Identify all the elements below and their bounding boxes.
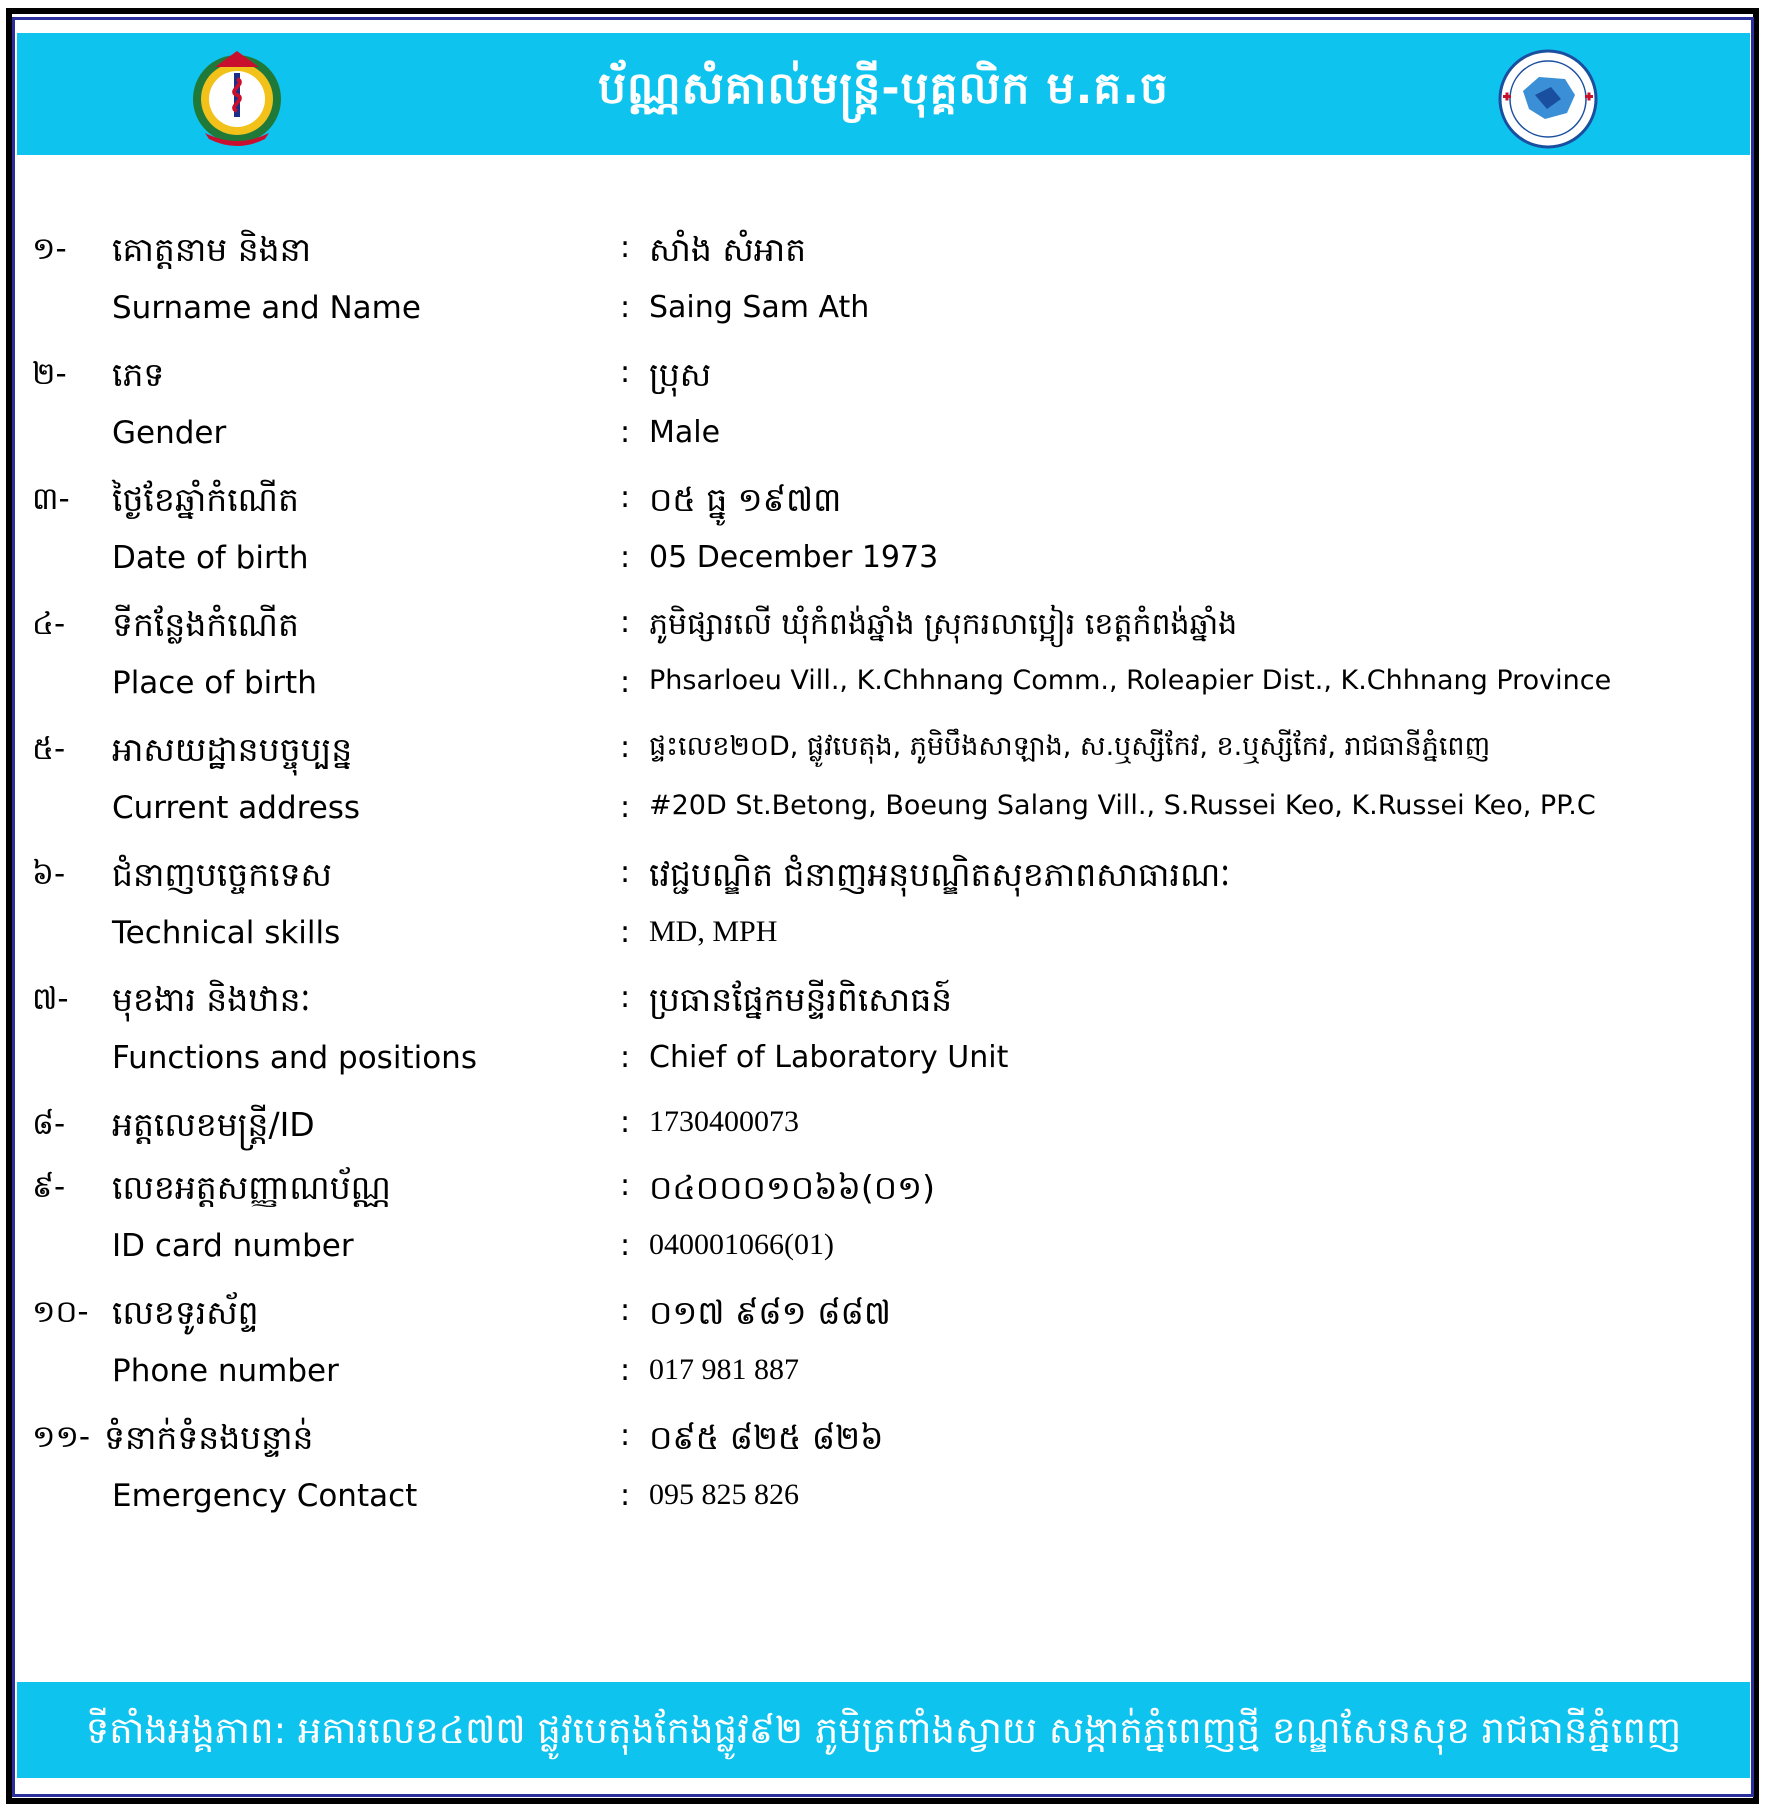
field-value: Chief of Laboratory Unit: [649, 1040, 1009, 1075]
footer-banner: [17, 1682, 1750, 1778]
field-colon: :: [620, 730, 631, 765]
field-position-km: [0, 980, 1771, 1040]
field-label: មុខងារ និងឋានៈ: [112, 980, 311, 1019]
header-banner: [17, 33, 1750, 155]
field-position-en: [0, 1040, 1771, 1100]
field-value: #20D St.Betong, Boeung Salang Vill., S.Russei Keo, K.Russei Keo, PP.C: [649, 790, 1596, 821]
field-colon: :: [620, 605, 631, 640]
field-skills-km: [0, 855, 1771, 915]
card-title: ប័ណ្ណសំគាល់មន្ត្រី-បុគ្គលិក ម.គ.ច: [598, 63, 1169, 114]
field-address-en: [0, 790, 1771, 850]
field-value: Phsarloeu Vill., K.Chhnang Comm., Roleapier Dist., K.Chhnang Province: [649, 665, 1612, 696]
field-colon: :: [620, 230, 631, 265]
field-number: ១០-: [32, 1294, 89, 1330]
field-value: 05 December 1973: [649, 540, 939, 575]
field-label: Phone number: [112, 1353, 339, 1389]
field-number: ៤-: [32, 606, 66, 642]
field-colon: :: [620, 540, 631, 575]
field-colon: :: [620, 355, 631, 390]
field-colon: :: [620, 855, 631, 890]
field-label: ភេទ: [112, 355, 165, 394]
field-value: ភូមិផ្សារលើ ឃុំកំពង់ឆ្នាំង ស្រុករលាប្អៀរ ខេត្តកំពង់ឆ្នាំង: [649, 607, 1238, 642]
field-colon: :: [620, 480, 631, 515]
field-colon: :: [620, 290, 631, 325]
field-value: ០៩៥ ៨២៥ ៨២៦: [649, 1418, 884, 1457]
field-idcard-km: [0, 1168, 1771, 1228]
field-value: MD, MPH: [649, 915, 778, 948]
field-colon: :: [620, 980, 631, 1015]
field-value: ០៥ ធ្នូ ១៩៧៣: [649, 480, 842, 519]
field-value: ប្រធានផ្នែកមន្ទីរពិសោធន៍: [649, 980, 953, 1019]
field-number: ៨-: [32, 1106, 66, 1142]
field-colon: :: [620, 1353, 631, 1388]
field-value: ផ្ទះលេខ២០D, ផ្លូវបេតុង, ភូមិបឹងសាឡាង, ស.ឬស្សីកែវ, ខ.ឬស្សីកែវ, រាជធានីភ្នំពេញ: [649, 731, 1491, 762]
field-value: 1730400073: [649, 1105, 799, 1138]
field-gender-en: [0, 415, 1771, 475]
field-value: Saing Sam Ath: [649, 290, 870, 325]
field-dob-km: [0, 480, 1771, 540]
field-colon: :: [620, 1418, 631, 1453]
field-label: អាសយដ្ឋានបច្ចុប្បន្ន: [112, 730, 353, 769]
field-phone-en: [0, 1353, 1771, 1413]
field-number: ៦-: [32, 856, 66, 892]
field-idcard-en: [0, 1228, 1771, 1288]
field-number: ៣-: [32, 481, 70, 517]
field-colon: :: [620, 415, 631, 450]
field-pob-en: [0, 665, 1771, 725]
field-officer-id: [0, 1105, 1771, 1165]
field-emergency-km: [0, 1418, 1771, 1478]
field-label: Surname and Name: [112, 290, 421, 326]
field-number: ១-: [32, 231, 67, 267]
field-label: គោត្តនាម និងនា: [112, 230, 312, 269]
field-surname-en: [0, 290, 1771, 350]
field-label: លេខទូរស័ព្ទ: [112, 1293, 259, 1332]
field-label: លេខអត្តសញ្ញាណប័ណ្ណ: [112, 1168, 391, 1207]
field-value: ប្រុស: [649, 355, 712, 394]
field-address-km: [0, 730, 1771, 790]
field-label: Gender: [112, 415, 227, 451]
field-value: ០៤០០០១០៦៦(០១): [649, 1168, 935, 1207]
field-label: Date of birth: [112, 540, 309, 576]
field-value: ០១៧ ៩៨១ ៨៨៧: [649, 1293, 891, 1332]
field-colon: :: [620, 665, 631, 700]
field-label: ថ្ងៃខែឆ្នាំកំណើត: [112, 480, 299, 519]
field-colon: :: [620, 1168, 631, 1203]
field-dob-en: [0, 540, 1771, 600]
field-value: 017 981 887: [649, 1353, 799, 1386]
field-number: ៩-: [32, 1169, 66, 1205]
cnm-center-logo-icon: [1495, 49, 1601, 149]
field-number: ២-: [32, 356, 67, 392]
field-number: ៥-: [32, 731, 66, 767]
field-label: ទំនាក់ទំនងបន្ទាន់: [104, 1418, 314, 1457]
field-number: ១១-: [32, 1419, 91, 1455]
field-phone-km: [0, 1293, 1771, 1353]
field-colon: :: [620, 915, 631, 950]
unit-location-text: ទីតាំងអង្គភាព: អគារលេខ៤៧៧ ផ្លូវបេតុងកែងផ្លូវ៩២ ភូមិត្រពាំងស្វាយ សង្កាត់ភ្នំពេញថ្មី ខណ្ឌសែនសុខ រាជធានីភ្នំពេញ: [85, 1709, 1682, 1752]
field-skills-en: [0, 915, 1771, 975]
field-label: Place of birth: [112, 665, 317, 701]
field-label: ទីកន្លែងកំណើត: [112, 605, 299, 644]
field-value: វេជ្ជបណ្ឌិត ជំនាញអនុបណ្ឌិតសុខភាពសាធារណៈ: [649, 855, 1231, 894]
field-label: Functions and positions: [112, 1040, 477, 1076]
field-pob-km: [0, 605, 1771, 665]
field-label: Current address: [112, 790, 361, 826]
field-value: 095 825 826: [649, 1478, 799, 1511]
field-colon: :: [620, 1228, 631, 1263]
field-colon: :: [620, 790, 631, 825]
field-colon: :: [620, 1105, 631, 1140]
field-surname-km: [0, 230, 1771, 290]
field-label: ID card number: [112, 1228, 354, 1264]
field-colon: :: [620, 1293, 631, 1328]
field-label: Emergency Contact: [112, 1478, 418, 1514]
field-value: Male: [649, 415, 721, 450]
field-gender-km: [0, 355, 1771, 415]
field-colon: :: [620, 1478, 631, 1513]
field-label: Technical skills: [112, 915, 341, 951]
field-label: ជំនាញបច្ចេកទេស: [112, 855, 332, 894]
field-colon: :: [620, 1040, 631, 1075]
field-value: 040001066(01): [649, 1228, 834, 1261]
field-number: ៧-: [32, 981, 69, 1017]
field-emergency-en: [0, 1478, 1771, 1538]
field-value: សាំង សំអាត: [649, 230, 807, 269]
field-label: អត្តលេខមន្ត្រី/ID: [112, 1105, 315, 1144]
